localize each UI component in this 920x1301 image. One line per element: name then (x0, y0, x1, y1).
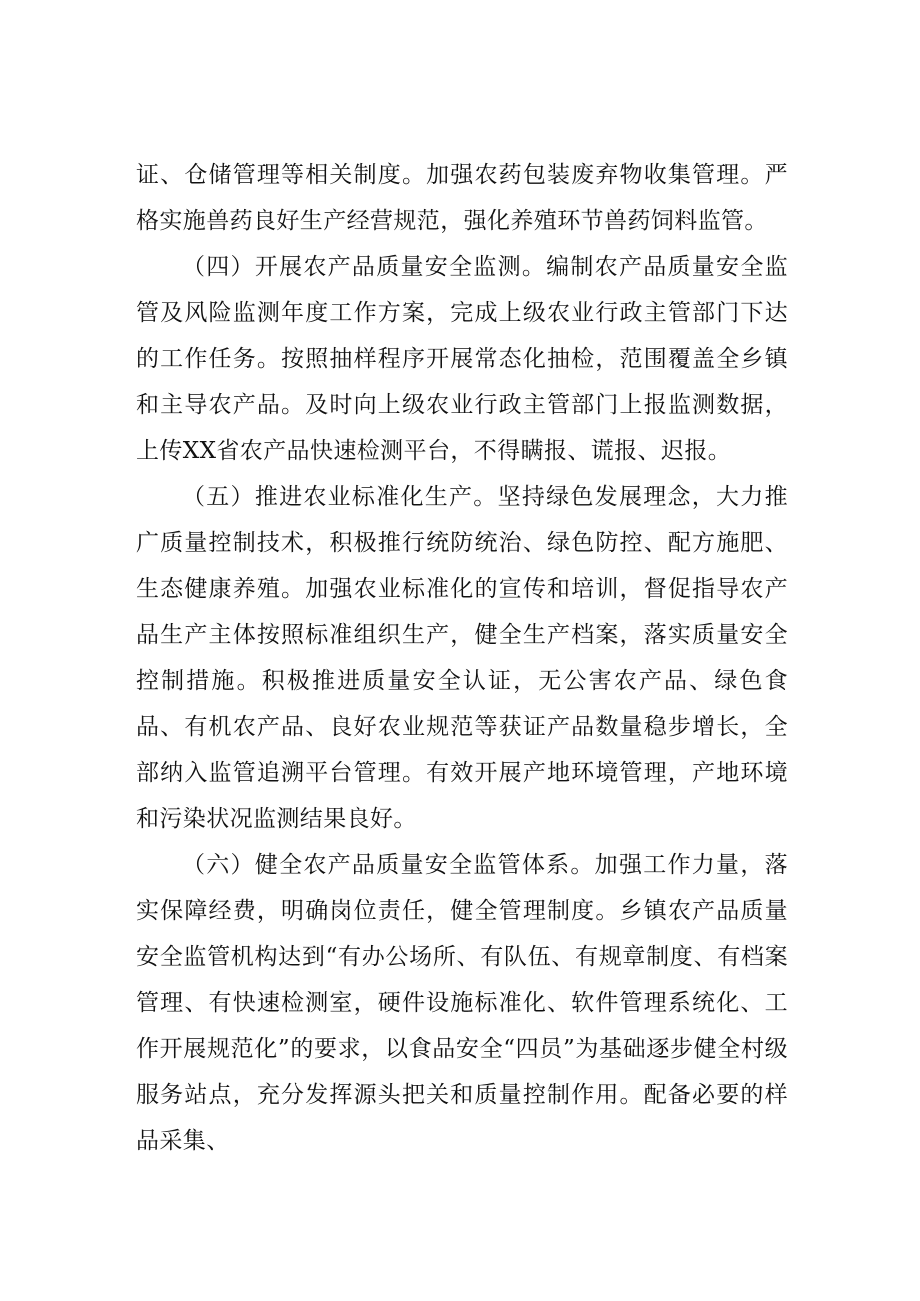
paragraph-section-6: （六）健全农产品质量安全监管体系。加强工作力量，落实保障经费，明确岗位责任，健全管理制度。乡镇农产品质量安全监管机构达到“有办公场所、有队伍、有规章制度、有档案管理、有快速检测室，硬件设施标准化、软件管理系统化、工作开展规范化”的要求，以食品安全“四员”为基础逐步健全村级服务站点，充分发挥源头把关和质量控制作用。配备必要的样品采集、 (136, 852, 788, 1154)
paragraph-section-5: （五）推进农业标准化生产。坚持绿色发展理念，大力推广质量控制技术，积极推行统防统治、绿色防控、配方施肥、生态健康养殖。加强农业标准化的宣传和培训，督促指导农产品生产主体按照标准组织生产，健全生产档案，落实质量安全控制措施。积极推进质量安全认证，无公害农产品、绿色食品、有机农产品、良好农业规范等获证产品数量稳步增长，全部纳入监管追溯平台管理。有效开展产地环境管理，产地环境和污染状况监测结果良好。 (136, 484, 788, 832)
paragraph-continued: 证、仓储管理等相关制度。加强农药包装废弃物收集管理。严格实施兽药良好生产经营规范，强化养殖环节兽药饲料监管。 (136, 162, 788, 234)
paragraph-section-4: （四）开展农产品质量安全监测。编制农产品质量安全监管及风险监测年度工作方案，完成上级农业行政主管部门下达的工作任务。按照抽样程序开展常态化抽检，范围覆盖全乡镇和主导农产品。及时向上级农业行政主管部门上报监测数据，上传XX省农产品快速检测平台，不得瞒报、谎报、迟报。 (136, 254, 788, 464)
document-body (136, 152, 788, 1164)
